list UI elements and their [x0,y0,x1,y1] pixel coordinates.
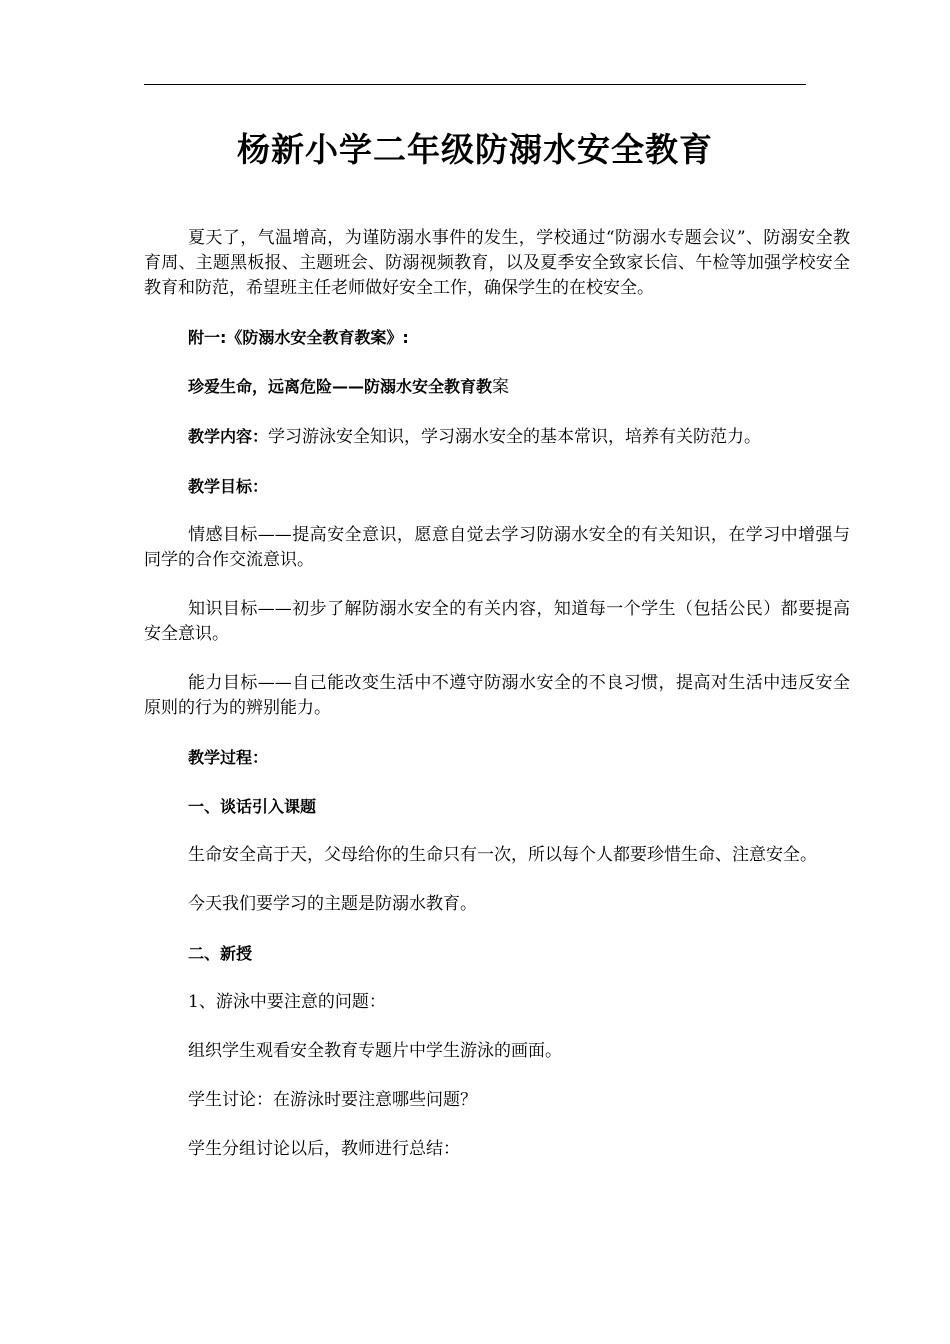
lesson-subtitle [144,374,850,400]
header-rule [144,84,806,85]
lesson-subtitle-tail: 案 [492,377,510,397]
section-2-paragraph-1: 组织学生观看安全教育专题片中学生游泳的画面。 [188,1041,562,1061]
process-heading: 教学过程： [188,748,269,767]
content-paragraph [144,424,850,450]
content-label: 教学内容： [188,427,269,446]
document-title: 杨新小学二年级防溺水安全教育 [237,130,713,169]
section-2-paragraph-2: 学生讨论：在游泳时要注意哪些问题？ [188,1090,477,1110]
goal-emotion: 情感目标——提高安全意识，愿意自觉去学习防溺水安全的有关知识，在学习中增强与同学的合作交流意识。 [144,525,850,570]
section-1-paragraph-2: 今天我们要学习的主题是防溺水教育。 [188,894,477,914]
lesson-subtitle-bold: 珍爱生命，远离危险——防溺水安全教育教 [188,377,493,396]
goal-knowledge: 知识目标——初步了解防溺水安全的有关内容，知道每一个学生（包括公民）都要提高安全意识。 [144,599,850,644]
content-text: 学习游泳安全知识，学习溺水安全的基本常识，培养有关防范力。 [268,427,762,447]
appendix-heading: 附一:《防溺水安全教育教案》: [188,328,409,347]
goal-ability: 能力目标——自己能改变生活中不遵守防溺水安全的不良习惯，提高对生活中违反安全原则的行为的辨别能力。 [144,673,850,718]
section-1-paragraph-1: 生命安全高于天，父母给你的生命只有一次，所以每个人都要珍惜生命、注意安全。 [188,845,817,865]
section-1-heading: 一、谈话引入课题 [188,797,317,816]
section-2-paragraph-3: 学生分组讨论以后，教师进行总结： [188,1139,460,1159]
section-2-heading: 二、新授 [188,944,253,963]
section-2-item-1: 1、游泳中要注意的问题： [188,992,386,1012]
intro-paragraph: 夏天了，气温增高，为谨防溺水事件的发生，学校通过“防溺水专题会议”、防溺安全教育周、主题黑板报、主题班会、防溺视频教育，以及夏季安全致家长信、午检等加强学校安全教育和防范，希望班主任老师做好安全工作，确保学生的在校安全。 [144,228,850,298]
document-body [144,226,850,1162]
goals-heading: 教学目标： [188,477,269,496]
